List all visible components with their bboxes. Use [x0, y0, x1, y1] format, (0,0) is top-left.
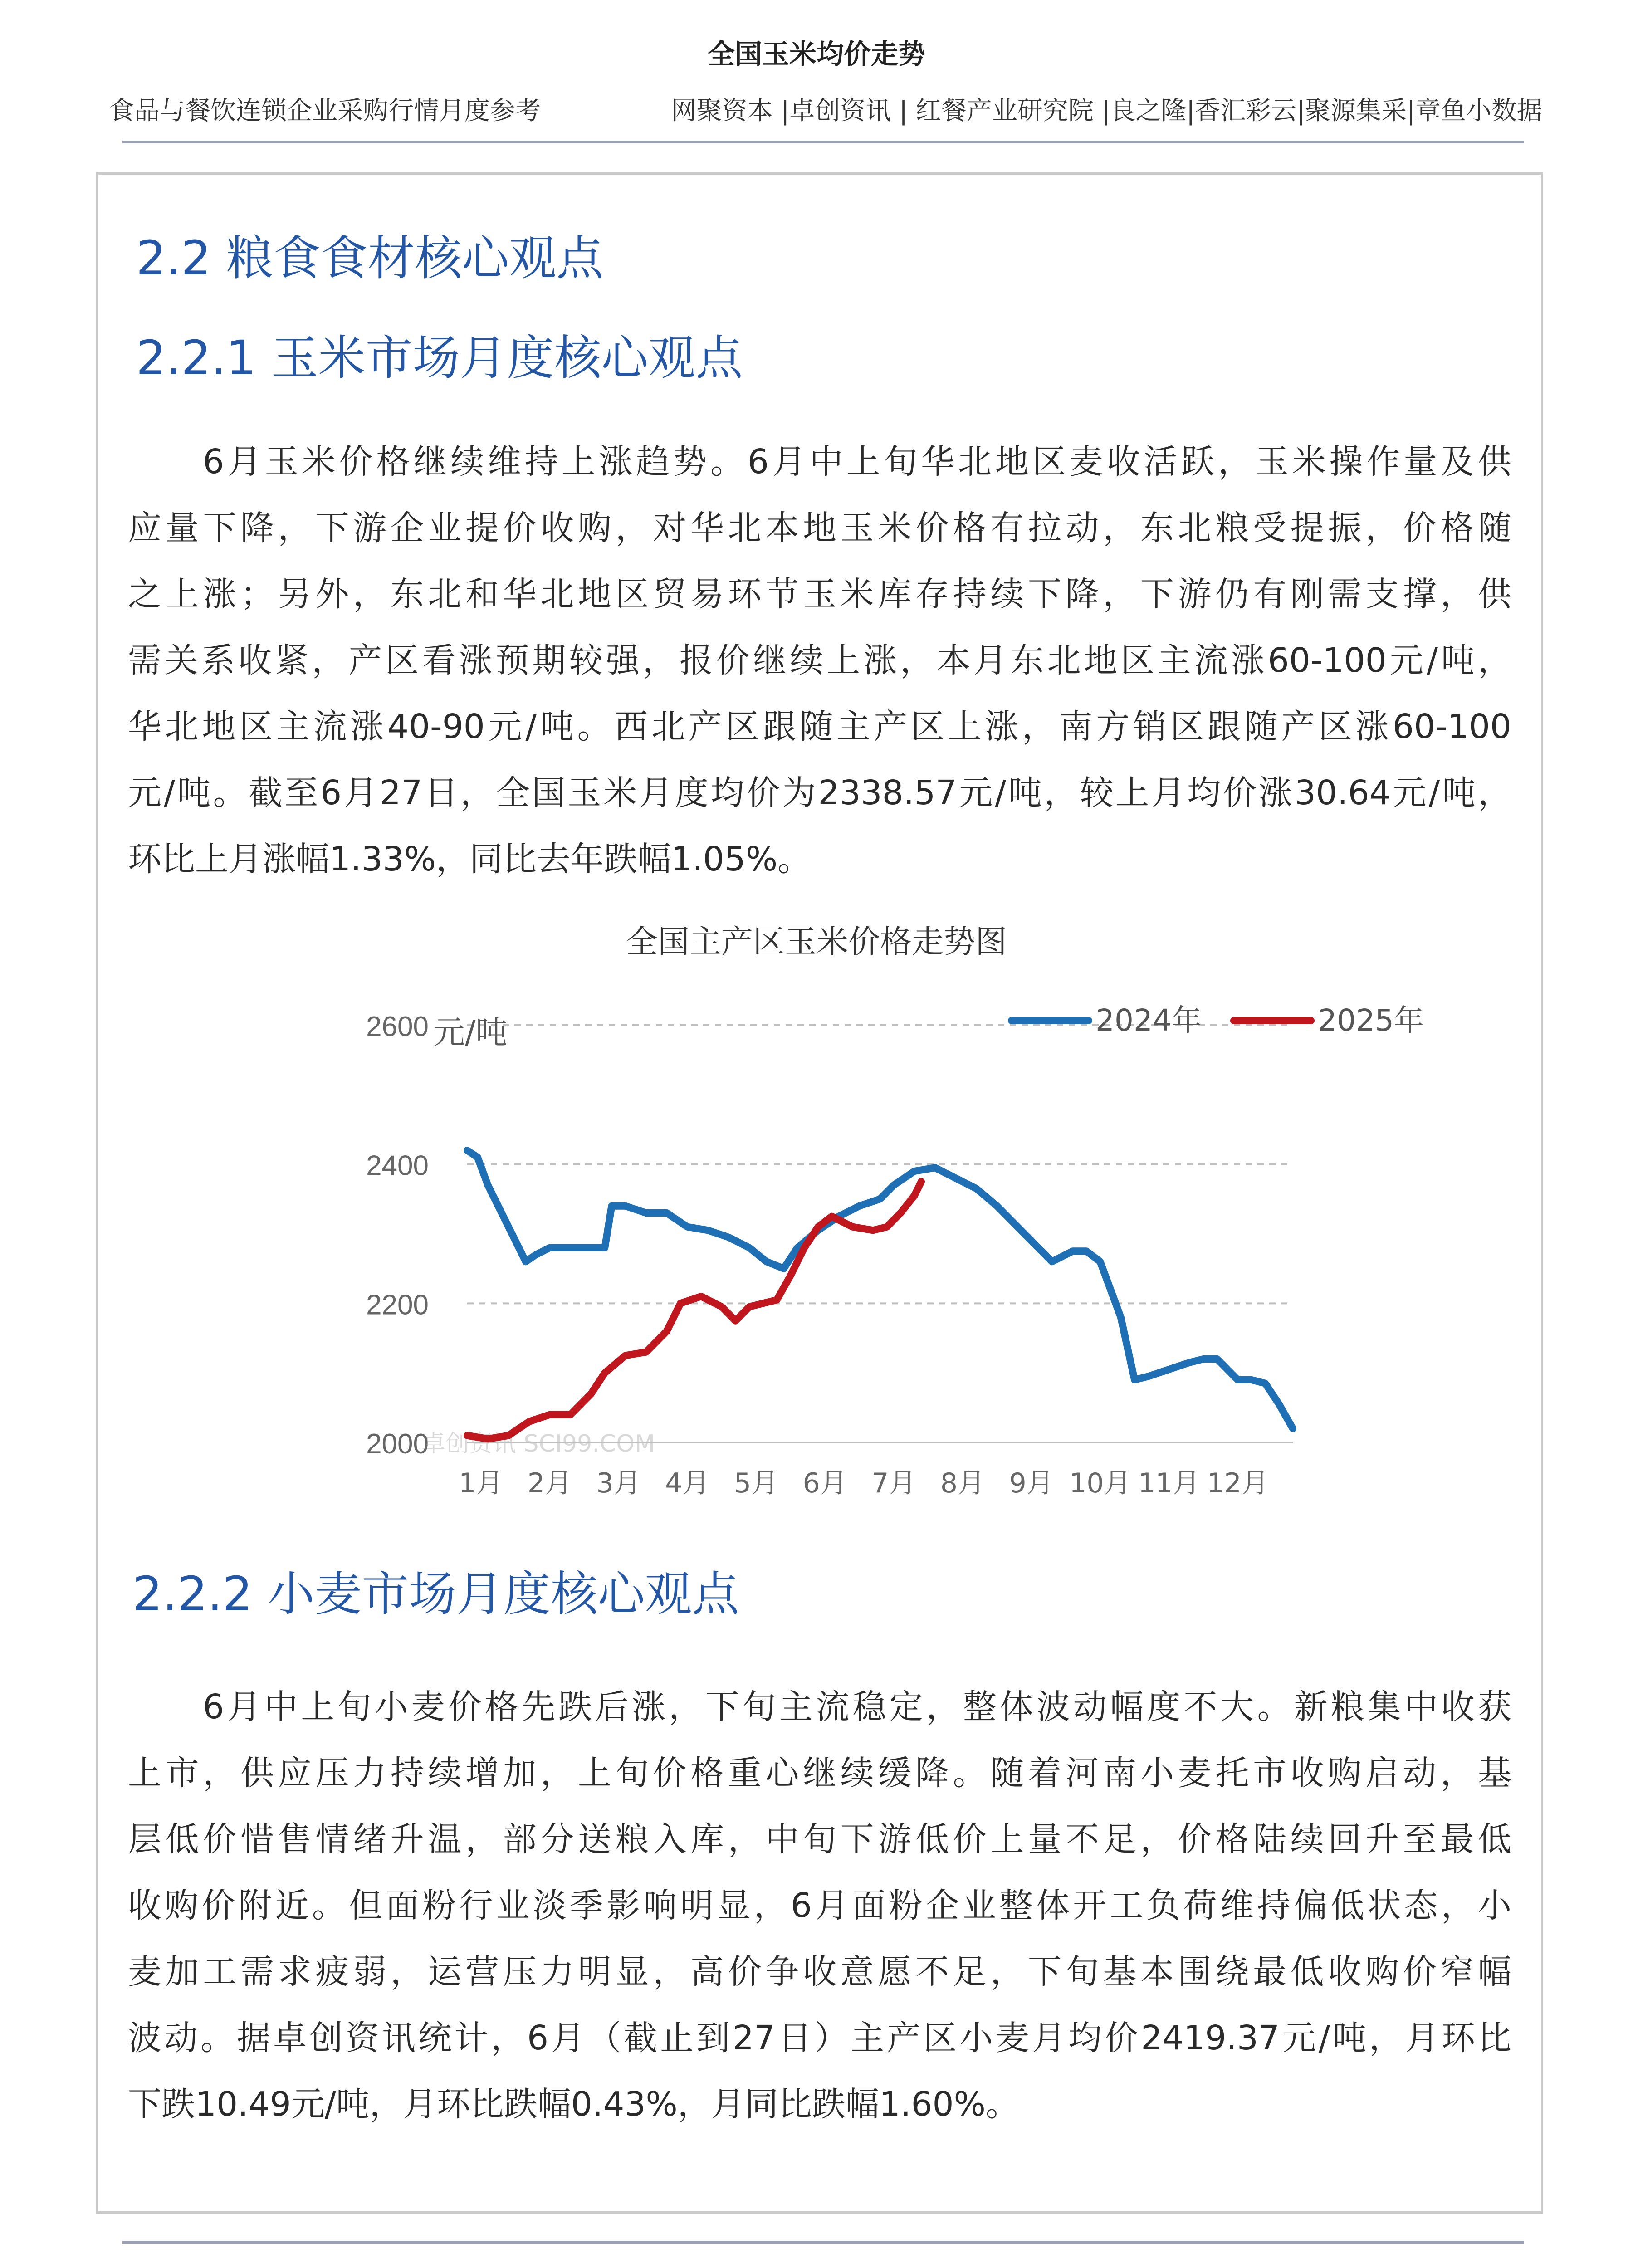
legend-label: 2025年 [1318, 1003, 1424, 1038]
corn-line: 华北地区主流涨40-90元/吨。西北产区跟随主产区上涨，南方销区跟随产区涨60-100 [128, 707, 1511, 746]
series-line-2025年 [467, 1182, 921, 1439]
series-line-2024年 [467, 1150, 1293, 1428]
wheat-line: 上市，供应压力持续增加，上旬价格重心继续缓降。随着河南小麦托市收购启动，基 [128, 1754, 1511, 1793]
x-tick-label: 2月 [527, 1467, 572, 1499]
x-tick-label: 9月 [1009, 1467, 1054, 1499]
wheat-line: 6月中上旬小麦价格先跌后涨，下旬主流稳定，整体波动幅度不大。新粮集中收获 [203, 1687, 1511, 1726]
legend-label: 2024年 [1095, 1003, 1202, 1038]
footer-divider [122, 2241, 1524, 2244]
x-tick-label: 4月 [665, 1467, 710, 1499]
x-tick-label: 8月 [940, 1467, 985, 1499]
wheat-heading: 2.2.2 小麦市场月度核心观点 [132, 1566, 739, 1622]
x-tick-label: 3月 [596, 1467, 641, 1499]
x-tick-label: 5月 [733, 1467, 779, 1499]
wheat-line: 层低价惜售情绪升温，部分送粮入库，中旬下游低价上量不足，价格陆续回升至最低 [128, 1820, 1511, 1859]
corn-paragraph [128, 429, 1511, 892]
wheat-line: 收购价附近。但面粉行业淡季影响明显，6月面粉企业整体开工负荷维持偏低状态，小 [128, 1886, 1511, 1925]
x-tick-label: 6月 [802, 1467, 847, 1499]
corn-heading: 2.2.1 玉米市场月度核心观点 [136, 330, 743, 386]
corn-line: 元/吨。截至6月27日，全国玉米月度均价为2338.57元/吨，较上月均价涨30.64元/吨， [128, 773, 1511, 812]
corn-line: 6月玉米价格继续维持上涨趋势。6月中上旬华北地区麦收活跃，玉米操作量及供 [203, 442, 1511, 481]
corn-line: 需关系收紧，产区看涨预期较强，报价继续上涨，本月东北地区主流涨60-100元/吨， [128, 641, 1511, 680]
wheat-line: 麦加工需求疲弱，运营压力明显，高价争收意愿不足，下旬基本围绕最低收购价窄幅 [128, 1952, 1511, 1991]
x-tick-label: 1月 [459, 1467, 504, 1499]
section-heading: 2.2 粮食食材核心观点 [136, 230, 604, 286]
chart-series [467, 1150, 1293, 1439]
wheat-line: 波动。据卓创资讯统计，6月（截止到27日）主产区小麦月均价2419.37元/吨，月环比 [128, 2019, 1511, 2058]
header-divider [122, 141, 1524, 143]
y-tick-label: 2400 [366, 1150, 429, 1182]
chart-axes [366, 1011, 1293, 1499]
y-tick-label: 2600 [366, 1011, 429, 1042]
header-left-text: 食品与餐饮连锁企业采购行情月度参考 [109, 96, 541, 126]
y-tick-label: 2200 [366, 1289, 429, 1321]
x-tick-label: 10月 [1069, 1467, 1131, 1499]
x-tick-label: 12月 [1207, 1467, 1269, 1499]
watermark-text: 卓创资讯 SCI99.COM [422, 1430, 655, 1457]
x-tick-label: 11月 [1138, 1467, 1200, 1499]
chart-watermark [422, 1430, 655, 1457]
chart-legend [1012, 1003, 1424, 1038]
y-tick-label: 2000 [366, 1428, 429, 1460]
y-axis-label: 元/吨 [433, 1014, 508, 1051]
chart-svg [318, 903, 1424, 1538]
page-title: 全国玉米均价走势 [708, 39, 925, 70]
corn-line: 之上涨；另外，东北和华北地区贸易环节玉米库存持续下降，下游仍有刚需支撑，供 [128, 575, 1511, 614]
header-sources: 网聚资本 |卓创资讯 | 红餐产业研究院 |良之隆|香汇彩云|聚源集采|章鱼小数据 [671, 96, 1542, 126]
chart-gridlines [467, 1025, 1293, 1303]
corn-line: 应量下降，下游企业提价收购，对华北本地玉米价格有拉动，东北粮受提振，价格随 [128, 508, 1511, 547]
corn-line: 环比上月涨幅1.33%，同比去年跌幅1.05%。 [128, 840, 812, 879]
chart-title: 全国主产区玉米价格走势图 [626, 923, 1007, 960]
x-tick-label: 7月 [871, 1467, 916, 1499]
wheat-paragraph [128, 1674, 1511, 2137]
corn-price-chart [318, 903, 1424, 1538]
wheat-line: 下跌10.49元/吨，月环比跌幅0.43%，月同比跌幅1.60%。 [128, 2085, 1019, 2124]
